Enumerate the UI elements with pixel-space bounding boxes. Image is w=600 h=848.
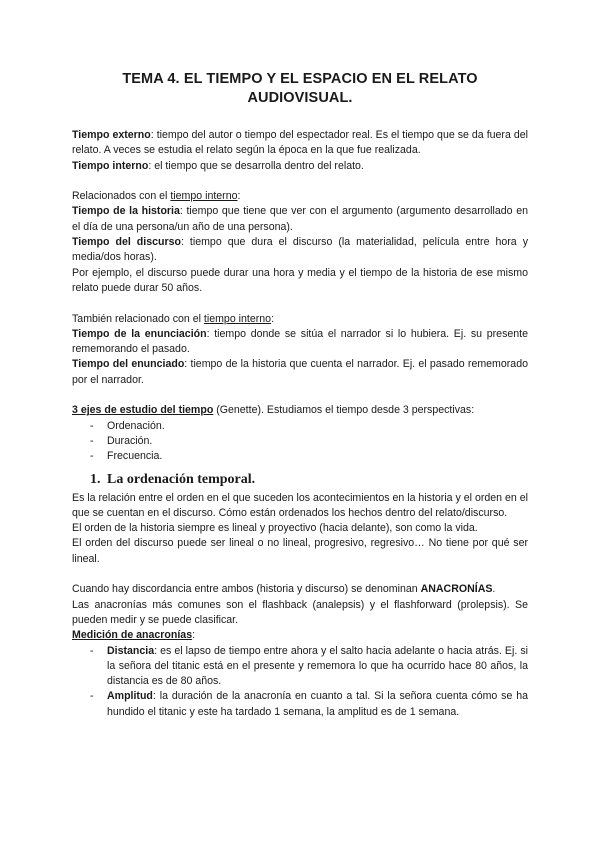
medicion-suffix: : — [192, 629, 196, 642]
text-ejes: (Genette). Estudiamos el tiempo desde 3 perspectivas: — [213, 404, 475, 417]
related-2-underlined: tiempo interno — [203, 312, 272, 325]
text-enunciado: : tiempo de la historia que cuenta el narrador. Ej. el pasado rememorado por el narrador. — [72, 358, 528, 386]
term-distancia: Distancia — [107, 644, 155, 657]
term-ejes: 3 ejes de estudio del tiempo — [72, 404, 214, 417]
paragraph-enunciado — [72, 357, 528, 388]
related-1-suffix: : — [237, 190, 241, 203]
anacronias-prefix: Cuando hay discordancia entre ambos (historia y discurso) se denominan — [72, 583, 421, 596]
paragraph-ordenacion-1: Es la relación entre el orden en el que suceden los acontecimientos en la historia y el orden en el que se cuentan en el discurso. Cómo están ordenados los hechos dentro del relato/discurso. — [72, 491, 528, 519]
term-tiempo-interno: Tiempo interno — [72, 159, 149, 172]
anacronias-suffix: . — [492, 583, 496, 596]
paragraph-ejes — [72, 403, 528, 418]
paragraph-tiempo-interno — [72, 159, 528, 174]
term-tiempo-externo: Tiempo externo — [72, 129, 151, 141]
text-distancia: : es el lapso de tiempo entre ahora y el salto hacia adelante o hacia atrás. Ej. si la señora del titanic está en el presente y rememora lo que ha ocurrido hace 80 años, la distancia es de 80 años. — [107, 644, 528, 688]
paragraph-related-2 — [72, 312, 528, 327]
list-item — [90, 644, 528, 690]
section-heading-text: La ordenación temporal. — [107, 471, 256, 487]
list-item: - Duración. — [90, 434, 528, 449]
paragraph-medicion-heading — [72, 628, 528, 643]
list-item: - Ordenación. — [90, 419, 528, 434]
paragraph-ordenacion-3: El orden del discurso puede ser lineal o no lineal, progresivo, regresivo… No tiene por qué ser lineal. — [72, 537, 528, 565]
paragraph-enunciacion — [72, 327, 528, 358]
paragraph-tiempo-externo — [72, 128, 528, 159]
term-tiempo-historia: Tiempo de la historia — [72, 205, 180, 218]
title-line-2: AUDIOVISUAL. — [247, 90, 353, 106]
related-1-underlined: tiempo interno — [170, 190, 238, 203]
section-heading-ordenacion — [90, 471, 528, 489]
related-2-suffix: : — [271, 312, 275, 325]
list-item: - Frecuencia. — [90, 449, 528, 464]
title-line-1: TEMA 4. EL TIEMPO Y EL ESPACIO EN EL RELATO — [122, 71, 478, 87]
list-item — [90, 689, 528, 720]
paragraph-anacronias-2: Las anacronías más comunes son el flashback (analepsis) y el flashforward (prolepsis). Se pueden medir y se puede clasificar. — [72, 598, 528, 626]
paragraph-tiempo-historia — [72, 204, 528, 235]
text-tiempo-historia: : tiempo que tiene que ver con el argumento (argumento desarrollado en el día de una persona/un año de una persona). — [72, 205, 528, 233]
term-amplitud: Amplitud — [107, 690, 153, 703]
document-title — [72, 70, 528, 108]
term-tiempo-discurso: Tiempo del discurso — [72, 236, 181, 249]
text-amplitud: : la duración de la anacronía en cuanto a tal. Si la señora cuenta cómo se ha hundido el titanic y este ha tardado 1 semana, la amplitud es de 1 semana. — [107, 690, 528, 718]
paragraph-ejemplo: Por ejemplo, el discurso puede durar una hora y media y el tiempo de la historia de ese mismo relato puede durar 50 años. — [72, 266, 528, 294]
document-page — [72, 70, 528, 720]
paragraph-anacronias — [72, 582, 528, 597]
text-tiempo-discurso: : tiempo que dura el discurso (la materialidad, película entre hora y media/dos horas). — [72, 236, 528, 264]
text-tiempo-externo: : tiempo del autor o tiempo del espectador real. Es el tiempo que se da fuera del relato. A veces se estudia el relato según la época en la que fue realizada. — [72, 129, 528, 157]
text-tiempo-interno: : el tiempo que se desarrolla dentro del relato. — [148, 159, 364, 172]
paragraph-related-1 — [72, 189, 528, 204]
related-1-prefix: Relacionados con el — [72, 190, 171, 203]
term-anacronias: ANACRONÍAS — [420, 583, 493, 596]
term-enunciacion: Tiempo de la enunciación — [72, 327, 207, 340]
term-medicion: Medición de anacronías — [72, 629, 193, 642]
medicion-list — [72, 644, 528, 720]
ejes-list — [72, 419, 528, 465]
section-number: 1. — [90, 471, 101, 487]
term-enunciado: Tiempo del enunciado — [72, 358, 185, 371]
text-enunciacion: : tiempo donde se sitúa el narrador si lo hubiera. Ej. su presente rememorando el pasado. — [72, 327, 528, 356]
paragraph-tiempo-discurso — [72, 235, 528, 266]
related-2-prefix: También relacionado con el — [72, 312, 204, 325]
paragraph-ordenacion-2: El orden de la historia siempre es lineal y proyectivo (hacia delante), son como la vida. — [72, 522, 478, 535]
